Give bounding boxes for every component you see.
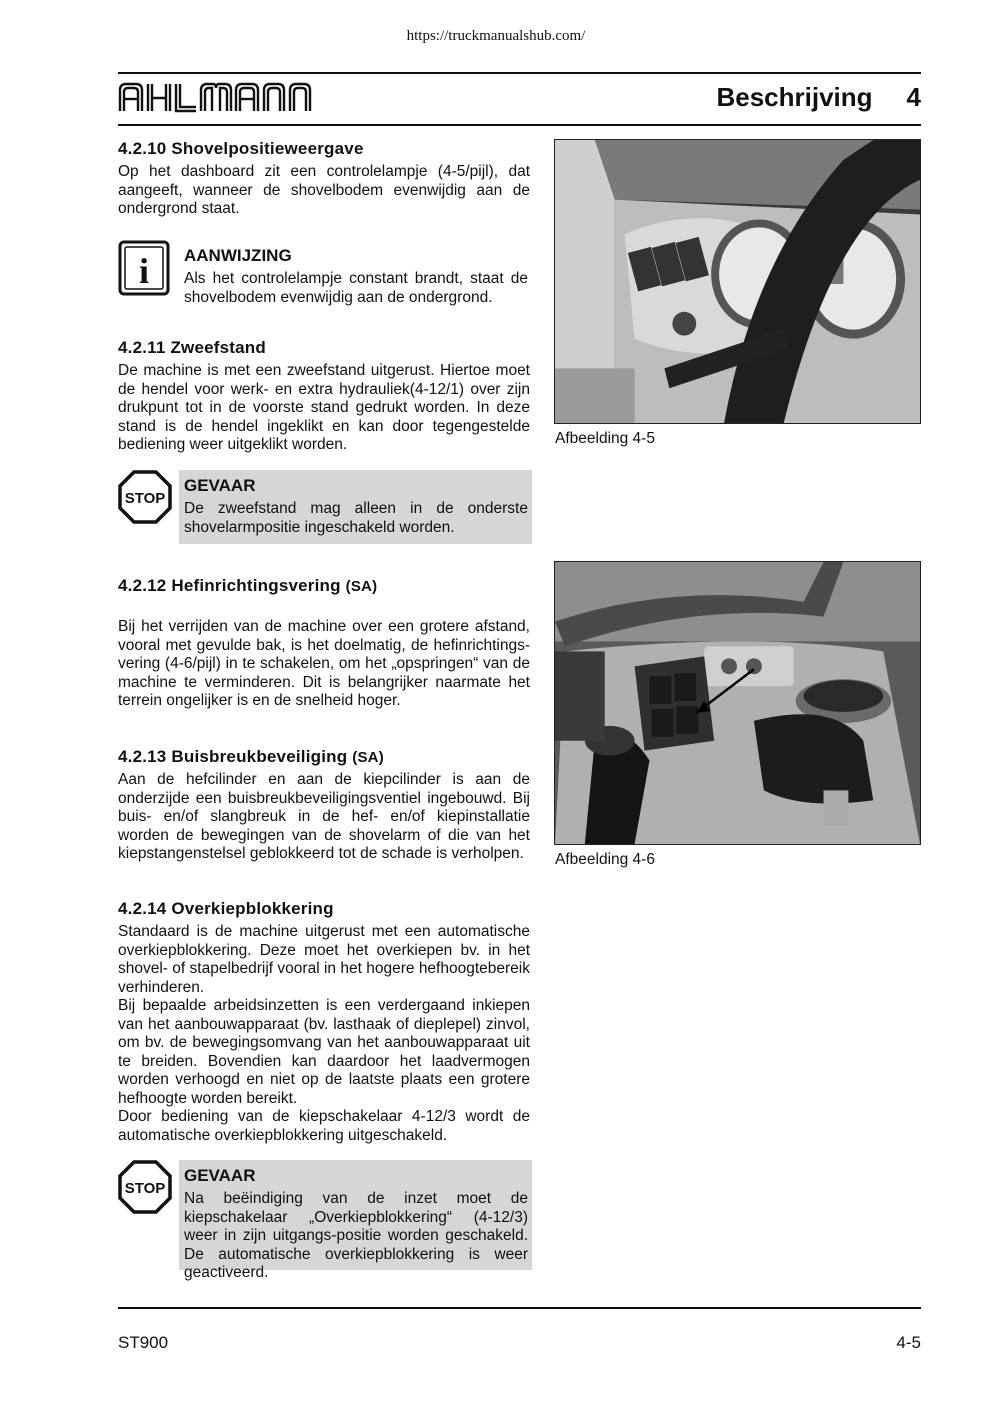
heading-suffix: (SA) [352, 749, 384, 766]
figure-4-5-photo [554, 139, 921, 424]
page-title [716, 82, 921, 113]
footer-divider [118, 1307, 921, 1309]
footer-model: ST900 [118, 1333, 169, 1352]
heading-text: 4.2.13 Buisbreukbeveiliging [118, 747, 348, 766]
heading-text: 4.2.12 Hefinrichtingsvering [118, 576, 341, 595]
danger-title: GEVAAR [184, 476, 256, 495]
stop-icon [118, 1160, 172, 1214]
section-heading: 4.2.11 Zweefstand [118, 338, 266, 357]
danger-body: Na beëindiging van de inzet moet de kiepschakelaar „Overkiepblokkering“ (4-12/3) weer in zijn uitgangs-positie worden geschakeld. De automatische overkiepblokkering is weer geactiveerd. [184, 1190, 528, 1281]
section-heading [118, 747, 530, 767]
section-body: Bij het verrijden van de machine over een grotere afstand, vooral met gevulde bak, is het doelmatig, de hefinrichtings-vering (4-6/pijl) in te schakelen, om het „opspringen“ van de machine te verminderen. Dit is belangrijker naarmate het terrein ongelijker is en de snelheid hoger. [118, 618, 530, 709]
section-body: De machine is met een zweefstand uitgerust. Hiertoe moet de hendel voor werk- en extra hydrauliek(4-12/1) over zijn drukpunt tot in de voorste stand gedrukt worden. In deze stand is de hendel ingeklikt en kan door tegengestelde bediening weer uitgeklikt worden. [118, 362, 530, 453]
page-header [118, 72, 921, 126]
danger-body: De zweefstand mag alleen in de onderste shovelarmpositie ingeschakeld worden. [184, 500, 528, 536]
danger-box-1 [118, 470, 532, 544]
section-body: Op het dashboard zit een controlelampje (4-5/pijl), dat aangeeft, wanneer de shovelbodem evenwijdig aan de ondergrond staat. [118, 163, 530, 217]
stop-icon [118, 470, 172, 524]
figure-caption: Afbeelding 4-5 [555, 430, 655, 447]
section-4-2-12 [118, 576, 530, 711]
info-icon [118, 240, 170, 296]
chapter-number: 4 [906, 82, 921, 112]
ahlmann-logo [118, 80, 328, 114]
svg-text:i: i [138, 251, 150, 291]
note-box [118, 240, 532, 306]
title-text: Beschrijving [716, 82, 873, 112]
page-number: 4-5 [896, 1333, 921, 1352]
section-body: Bij bepaalde arbeidsinzetten is een verdergaand inkiepen van het aanbouwapparaat (bv. lasthaak of dieplepel) zinvol, om bv. de bewegingsomvang van het aanbouwapparaat uit te breiden. Bovendien kan daardoor het laadvermogen worden verhoogd en niet op de laatste plaats een grotere hefhoogte worden bereikt. [118, 997, 530, 1107]
svg-text:STOP: STOP [124, 490, 166, 507]
section-body: Standaard is de machine uitgerust met een automatische overkiepblokkering. Deze moet het overkiepen bv. in het shovel- of stapelbedrijf vooral in het hogere hefhoogtebereik verhinderen. [118, 923, 530, 996]
svg-text:STOP: STOP [124, 1180, 166, 1197]
heading-suffix: (SA) [345, 578, 378, 595]
section-heading: 4.2.10 Shovelpositieweergave [118, 139, 364, 158]
section-4-2-14 [118, 899, 530, 1145]
section-4-2-10 [118, 139, 530, 219]
section-4-2-13 [118, 747, 530, 864]
source-url: https://truckmanualshub.com/ [406, 28, 586, 44]
section-body: Aan de hefcilinder en aan de kiepcilinder is aan de onderzijde een buisbreukbeveiligingsventiel ingebouwd. Bij buis- en/of slangbreuk in de hef- en/of kiepinstallatie worden de bewegingen van de shovelarm of die van het kiepstangenstelsel geblokkeerd tot de schade is verholpen. [118, 771, 530, 862]
figure-caption: Afbeelding 4-6 [555, 851, 655, 868]
danger-title: GEVAAR [184, 1166, 256, 1185]
note-title: AANWIJZING [184, 246, 292, 265]
note-body: Als het controlelampje constant brandt, staat de shovelbodem evenwijdig aan de ondergrond. [184, 270, 528, 306]
danger-box-2 [118, 1160, 532, 1281]
figure-4-6-photo [554, 561, 921, 845]
section-4-2-11 [118, 338, 530, 455]
section-heading [118, 576, 530, 596]
section-body: Door bediening van de kiepschakelaar 4-12/3 wordt de automatische overkiepblokkering uitgeschakeld. [118, 1108, 530, 1144]
section-heading: 4.2.14 Overkiepblokkering [118, 899, 334, 918]
logo-text: AHLMANN [118, 80, 123, 81]
